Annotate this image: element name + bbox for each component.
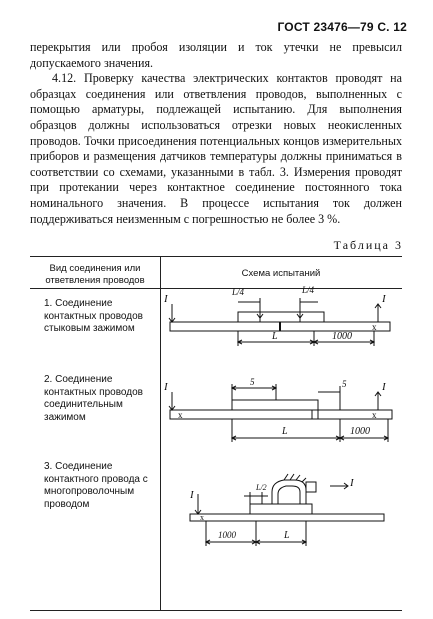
dim-l-label: L [284, 530, 290, 541]
dim-5-left: 5 [250, 377, 255, 387]
dim-1000-label: 1000 [218, 530, 236, 540]
diagram-connecting-clamp [160, 370, 405, 450]
diagram-butt-clamp [160, 280, 405, 360]
current-right-label: I [382, 293, 386, 305]
current-left-label: I [164, 293, 168, 305]
svg-text:x: x [372, 410, 377, 420]
dim-5-right: 5 [342, 379, 347, 389]
row-2-label: 2. Соединение контактных проводов соединительным зажимом [44, 374, 143, 423]
row-1-label: 1. Соединение контактных проводов стыковым зажимом [44, 298, 143, 334]
wire-left [170, 322, 280, 331]
diagram-stranded-wire [160, 458, 405, 558]
stranded-wire-loop [272, 480, 306, 504]
current-left-label: I [190, 489, 194, 501]
dim-quarter-right: L/4 [302, 285, 315, 295]
body-text [30, 40, 402, 227]
clamp-body [232, 400, 318, 410]
page-header: ГОСТ 23476—79 С. 12 [277, 20, 407, 34]
table-title: Таблица 3 [333, 238, 403, 252]
table-bottom-border [30, 610, 402, 611]
wire-right [312, 410, 392, 419]
svg-text:x: x [372, 322, 377, 332]
wire-left [170, 410, 318, 419]
dim-quarter-left: L/4 [232, 287, 245, 297]
svg-text:x: x [178, 410, 183, 420]
dim-l-label: L [272, 331, 278, 342]
column-header-connection-type: Вид соединения или ответвления проводов [45, 263, 145, 286]
paragraph-4-12: 4.12. Проверку качества электрических контактов проводят на образцах соединения или ответвления проводов, выполненных с помощью арматуры, подлежащей испытанию. Для выполнения образцов должны использоваться отрезки новых неокисленных проводов. Точки присоединения потенциальных концов измерительных приборов и размещения датчиков температуры должны приниматься в соответствии со схемами, указанными в табл. 3. Измерения проводят при протекании через контактное соединение постоянного тока номинального значения. В процессе испытания ток должен поддерживаться неизменным с погрешностью не более 3 %. [30, 71, 402, 226]
row-3-label: 3. Соединение контактного провода с многопроволочным проводом [44, 461, 148, 510]
paragraph-continuation: перекрытия или пробоя изоляции и ток утечки не превысил допускаемого значения. [30, 40, 402, 70]
dim-l-label: L [282, 426, 288, 437]
column-header-test-scheme: Схема испытаний [241, 268, 321, 279]
current-right-label: I [350, 477, 354, 489]
current-left-label: I [164, 381, 168, 393]
dim-1000-label: 1000 [350, 426, 370, 437]
current-right-label: I [382, 381, 386, 393]
table-top-border [30, 256, 402, 257]
clamp-body [238, 312, 324, 322]
dim-half-label: L/2 [256, 483, 267, 492]
dim-1000-label: 1000 [332, 331, 352, 342]
contact-wire [190, 514, 384, 521]
svg-text:x: x [200, 513, 204, 522]
clamp-body [250, 504, 312, 514]
